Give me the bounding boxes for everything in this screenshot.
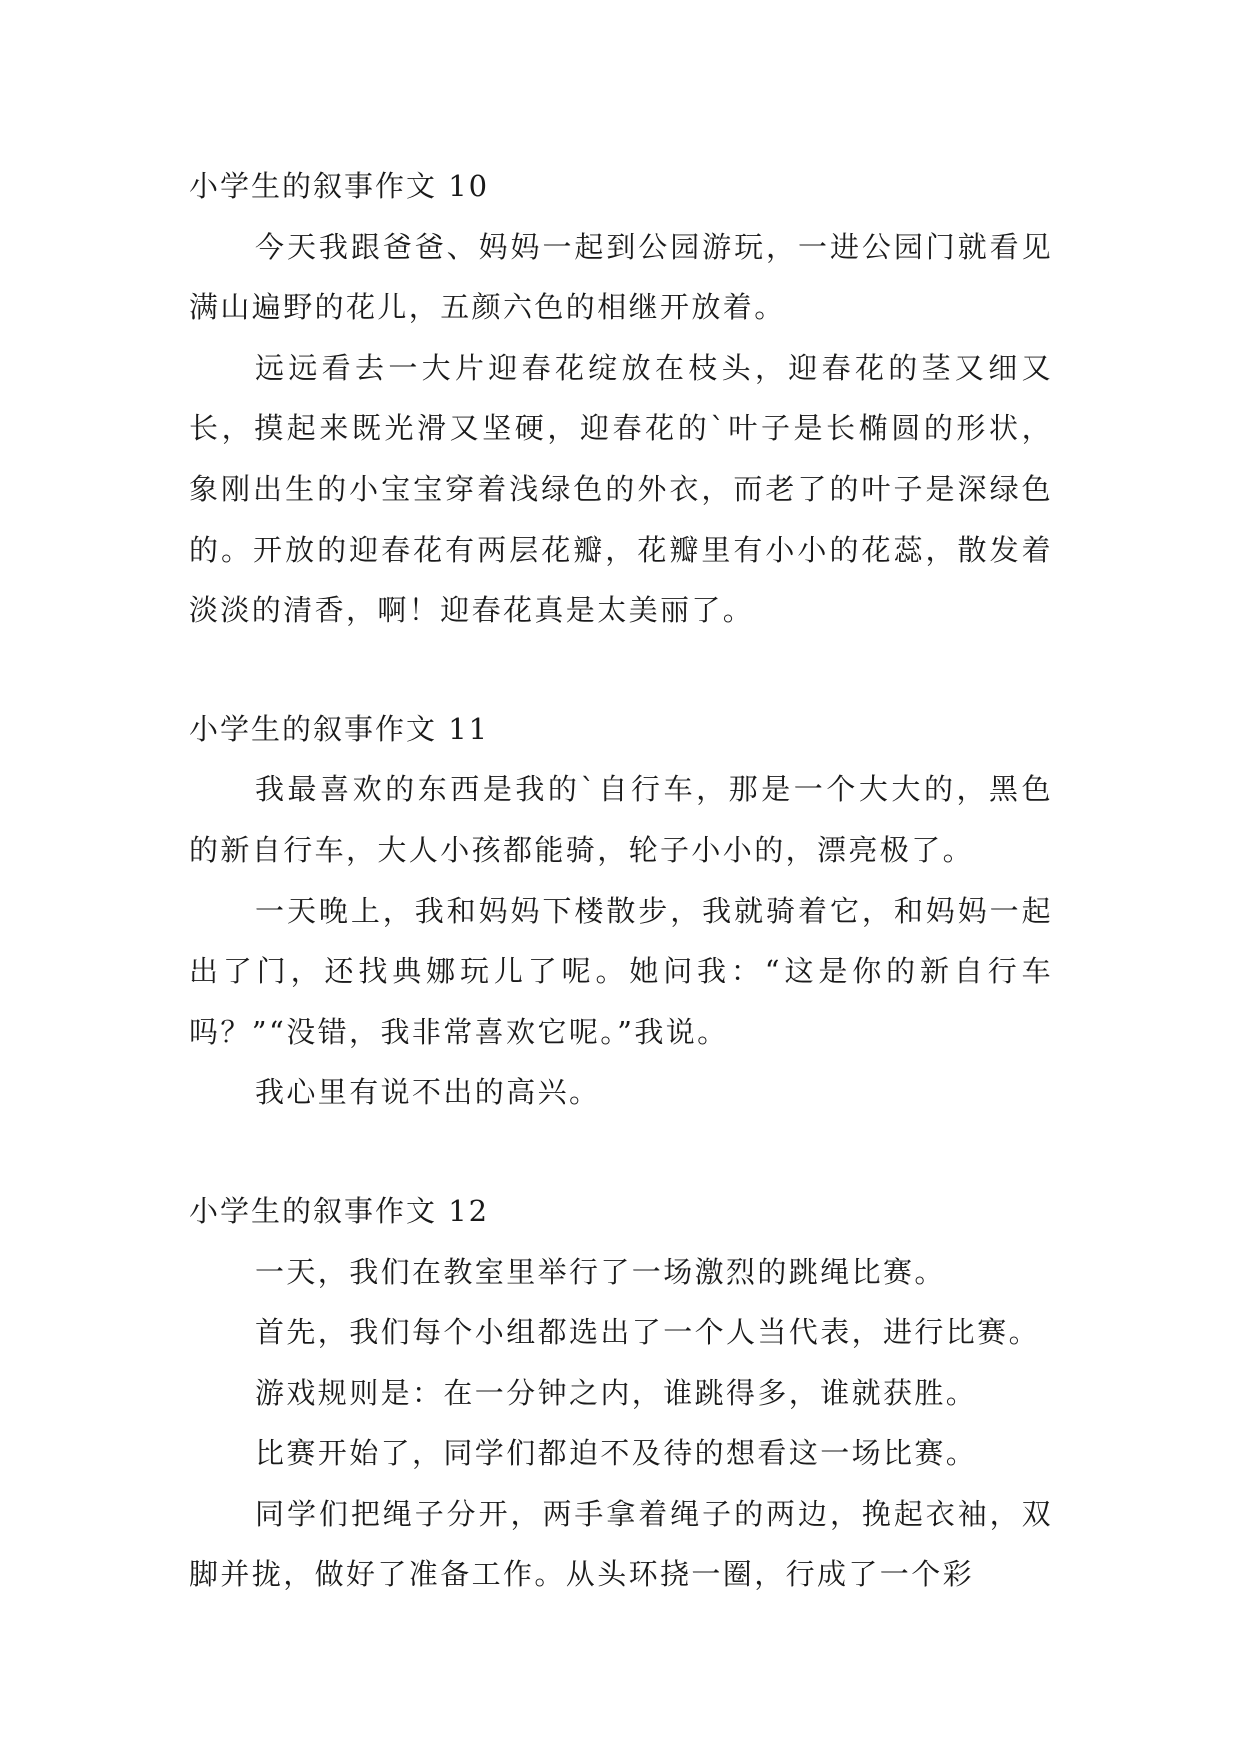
essay-paragraph: 首先，我们每个小组都选出了一个人当代表，进行比赛。 <box>255 1315 1041 1350</box>
essay-title: 小学生的叙事作文 10 <box>189 169 490 203</box>
section-spacer <box>189 1123 1053 1181</box>
essay-section-12 <box>189 1181 1053 1605</box>
essay-section-10 <box>189 156 1053 641</box>
essay-paragraph: 我最喜欢的东西是我的`自行车，那是一个大大的，黑色的新自行车，大人小孩都能骑，轮子小小的，漂亮极了。 <box>189 772 1053 867</box>
essay-paragraph: 今天我跟爸爸、妈妈一起到公园游玩，一进公园门就看见满山遍野的花儿，五颜六色的相继开放着。 <box>189 229 1053 325</box>
essay-paragraph: 游戏规则是：在一分钟之内，谁跳得多，谁就获胜。 <box>255 1375 978 1410</box>
essay-paragraph: 远远看去一大片迎春花绽放在枝头，迎春花的茎又细又长，摸起来既光滑又坚硬，迎春花的`叶子是长椭圆的形状，象刚出生的小宝宝穿着浅绿色的外衣，而老了的叶子是深绿色的。开放的迎春花有两层花瓣，花瓣里有小小的花蕊，散发着淡淡的清香，啊！迎春花真是太美丽了。 <box>189 350 1053 628</box>
section-spacer <box>189 641 1053 699</box>
essay-paragraph: 我心里有说不出的高兴。 <box>255 1075 601 1110</box>
essay-paragraph: 比赛开始了，同学们都迫不及待的想看这一场比赛。 <box>255 1436 978 1471</box>
essay-section-11 <box>189 699 1053 1123</box>
essay-paragraph: 同学们把绳子分开，两手拿着绳子的两边，挽起衣袖，双脚并拢，做好了准备工作。从头环挠一圈，行成了一个彩 <box>189 1496 1053 1592</box>
essay-paragraph: 一天晚上，我和妈妈下楼散步，我就骑着它，和妈妈一起出了门，还找典娜玩儿了呢。她问我：“这是你的新自行车吗？”“没错，我非常喜欢它呢。”我说。 <box>189 893 1053 1049</box>
essay-title: 小学生的叙事作文 11 <box>189 711 490 746</box>
document-body <box>189 156 1053 1605</box>
essay-paragraph: 一天，我们在教室里举行了一场激烈的跳绳比赛。 <box>255 1254 946 1289</box>
essay-title: 小学生的叙事作文 12 <box>189 1193 490 1228</box>
